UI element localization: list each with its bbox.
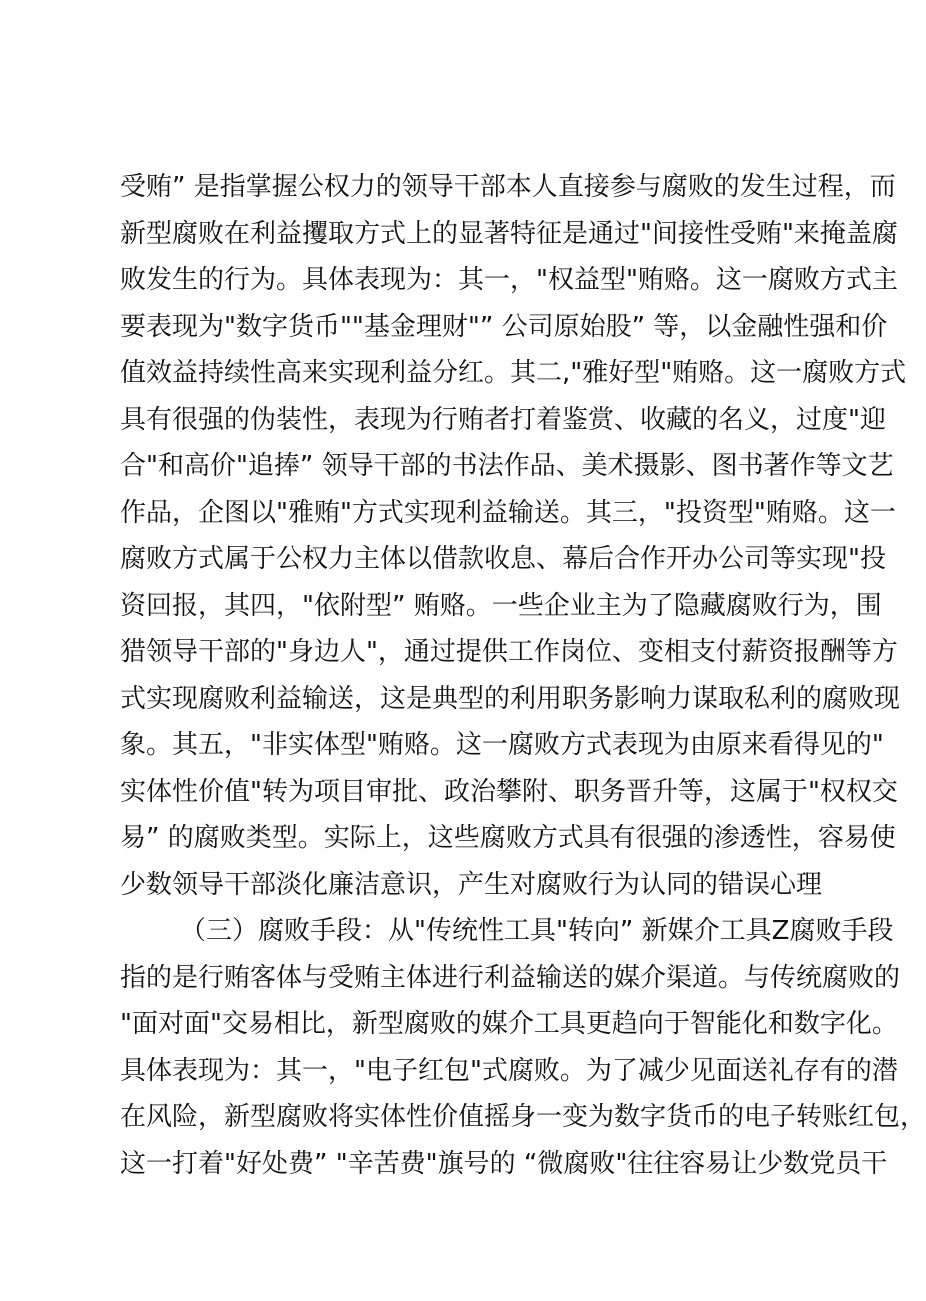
text-line: 新型腐败在利益攫取方式上的显著特征是通过"间接性受贿"来掩盖腐 [120, 218, 898, 249]
text-line: 指的是行贿客体与受贿主体进行利益输送的媒介渠道。与传统腐败的 [120, 962, 901, 993]
text-line: 象。其五，"非实体型"贿赂。这一腐败方式表现为由原来看得见的" [120, 730, 884, 760]
text-line: 资回报，其四，"依附型” 贿赂。一些企业主为了隐藏腐败行为，围 [120, 590, 882, 621]
text-line: 受贿” 是指掌握公权力的领导干部本人直接参与腐败的发生过程，而 [120, 172, 896, 202]
body-text [120, 164, 926, 1187]
text-line: 猎领导干部的"身边人"，通过提供工作岗位、变相支付薪资报酬等方 [120, 637, 898, 667]
text-line: 式实现腐败利益输送，这是典型的利用职务影响力谋取私利的腐败现 [120, 683, 901, 714]
text-line: 实体性价值"转为项目审批、政治攀附、职务晋升等，这属于"权权交 [120, 776, 898, 807]
text-line: 在风险，新型腐败将实体性价值摇身一变为数字货币的电子转账红包， [120, 1102, 926, 1132]
text-line: 败发生的行为。具体表现为：其一，"权益型"贿赂。这一腐败方式主 [120, 265, 898, 295]
text-line: 要表现为"数字货币""基金理财"” 公司原始股” 等，以金融性强和价 [120, 311, 888, 342]
text-line: 作品，企图以"雅贿"方式实现利益输送。其三，"投资型"贿赂。这一 [120, 497, 896, 528]
section-heading-line: （三）腐败手段：从"传统性工具"转向” 新媒介工具Z腐败手段 [180, 916, 894, 946]
text-line: 腐败方式属于公权力主体以借款收息、幕后合作开办公司等实现"投 [120, 544, 886, 574]
text-line: 具有很强的伪装性，表现为行贿者打着鉴赏、收藏的名义，过度"迎 [120, 404, 886, 435]
text-line: 合"和高价"追捧” 领导干部的书法作品、美术摄影、图书著作等文艺 [120, 451, 894, 481]
text-line: 这一打着"好处费” "辛苦费"旗号的 “微腐败"往往容易让少数党员干 [120, 1148, 888, 1179]
text-line: 具体表现为：其一，"电子红包"式腐败。为了减少见面送礼存有的潜 [120, 1055, 898, 1086]
text-line: "面对面"交易相比，新型腐败的媒介工具更趋向于智能化和数字化。 [120, 1009, 898, 1039]
text-line: 易” 的腐败类型。实际上，这些腐败方式具有很强的渗透性，容易使 [120, 823, 896, 853]
paragraph-end-line: 少数领导干部淡化廉洁意识，产生对腐败行为认同的错误心理 [120, 869, 823, 900]
text-line: 值效益持续性高来实现利益分红。其二,"雅好型"贿赂。这一腐败方式 [120, 358, 907, 388]
